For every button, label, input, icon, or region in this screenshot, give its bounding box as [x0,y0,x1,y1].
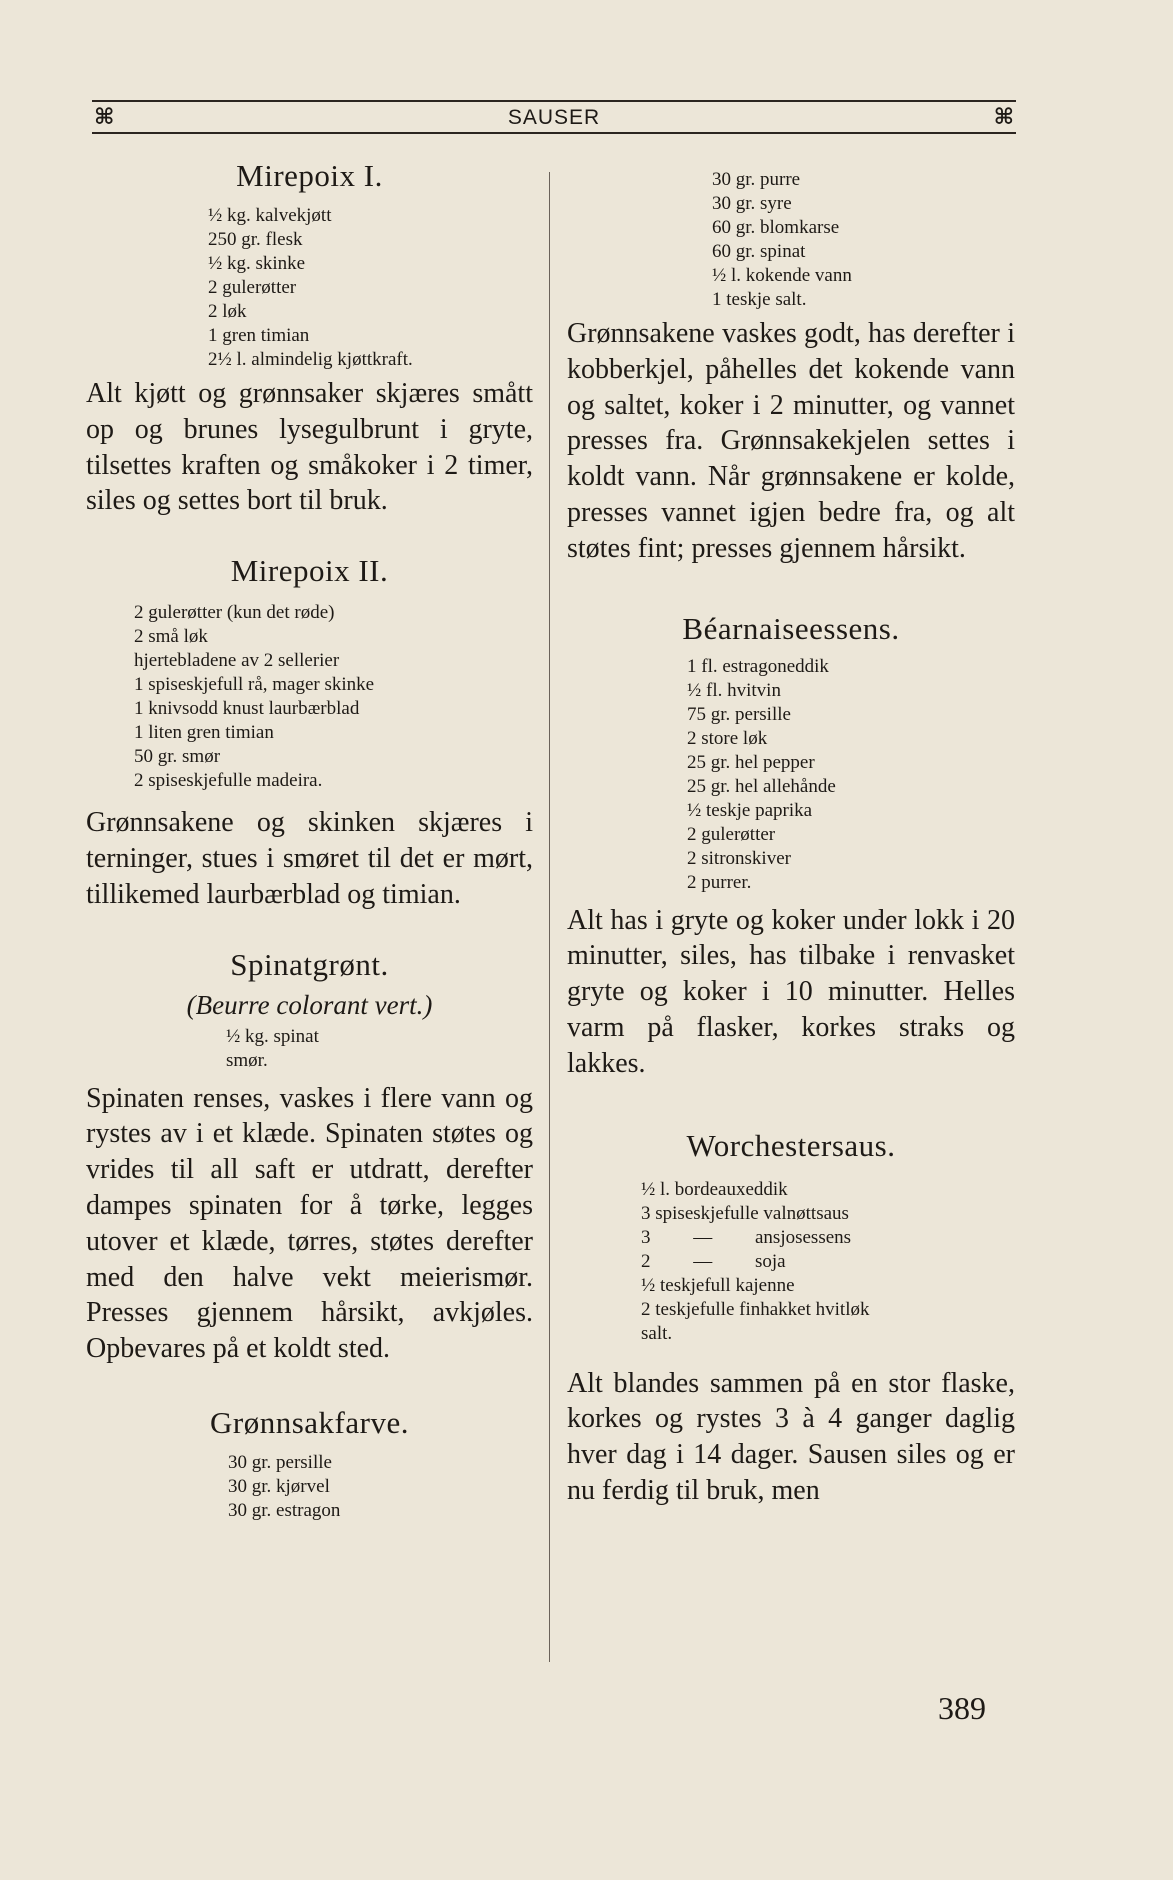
ingredient-item: 2 gulerøtter [687,823,776,845]
ingredient-item: hjertebladene av 2 sellerier [134,650,340,672]
ingredient-item: 2 gulerøtter (kun det røde) [134,602,335,624]
ingredient-item: 2 purrer. [687,871,752,893]
recipe-title-gronnsakfarve: Grønnsakfarve. [210,1404,409,1440]
header-bottom-rule [92,132,1016,134]
ingredient-item: 2 spiseskjefulle madeira. [134,770,323,792]
recipe-subtitle-spinatgront: (Beurre colorant vert.) [186,989,433,1020]
ingredient-item: ½ fl. hvitvin [687,679,781,701]
ingredient-item: 3 — ansjosessens [641,1226,852,1248]
ingredient-item: 2½ l. almindelig kjøttkraft. [208,349,413,370]
recipe-title-bearnaise: Béarnaiseessens. [682,610,900,646]
ingredient-item: 25 gr. hel allehånde [687,775,836,797]
ingredient-list-gronnsakfarve [86,1451,533,1523]
ingredient-list-gronnsakfarve-continued [567,168,1015,312]
ingredient-item: 2 små løk [134,626,208,648]
ingredient-item: ½ kg. kalvekjøtt [208,205,332,226]
ingredient-item: 1 spiseskjefull rå, mager skinke [134,674,375,696]
ingredient-item: 1 teskje salt. [712,289,807,310]
ingredient-item: 1 gren timian [208,325,310,346]
recipe-text-spinatgront: Spinaten renses, vaskes i flere vann og rystes av i et klæde. Spinaten støtes og vrides til all saft er utdratt, derefter dampes spinaten for å tørke, legges utover et klæde, tørres, støtes derefter med den halve vekt meierismør. Presses gjennem hårsikt, avkjøles. Opbevares på et koldt sted. [86,1082,533,1365]
ingredient-item: 2 løk [208,301,247,322]
ingredient-item: ½ teskje paprika [687,799,813,821]
page-number: 389 [938,1690,986,1726]
recipe-text-bearnaise: Alt has i gryte og koker under lokk i 20 minutter, siles, has tilbake i renvasket gryte og koker i 10 minutter. Helles varm på flasker, korkes straks og lakkes. [567,904,1015,1079]
recipe-text-worchester: Alt blandes sammen på en stor flaske, korkes og rystes 3 à 4 ganger daglig hver dag i 14 dager. Sausen siles og er nu ferdig til bruk, men [567,1367,1015,1506]
ingredient-item: 2 gulerøtter [208,277,297,298]
page-header [92,100,1016,134]
ingredient-item: ½ kg. spinat [226,1025,319,1047]
ingredient-item: ½ teskjefull kajenne [641,1274,795,1296]
ingredient-item: 2 teskjefulle finhakket hvitløk [641,1298,870,1320]
ingredient-list-worchester [567,1178,1015,1346]
ingredient-item: 60 gr. blomkarse [712,217,840,238]
ingredient-item: 30 gr. kjørvel [228,1475,330,1497]
recipe-title-spinatgront: Spinatgrønt. [230,946,389,982]
ingredient-item: 1 fl. estragoneddik [687,655,829,677]
ingredient-item: 25 gr. hel pepper [687,751,815,773]
recipe-title-mirepoix-1: Mirepoix I. [236,158,383,193]
recipe-text-mirepoix-2: Grønnsakene og skinken skjæres i terninger, stues i smøret til det er mørt, tillikemed laurbærblad og timian. [86,807,533,910]
ingredient-item: 2 — soja [641,1250,786,1272]
ingredient-item: 30 gr. purre [712,169,801,190]
recipe-title-mirepoix-2: Mirepoix II. [230,553,389,589]
ingredient-item: 30 gr. persille [228,1451,332,1473]
column-divider [549,172,550,1662]
ingredient-item: salt. [641,1322,673,1344]
ingredient-list-mirepoix-2 [86,601,533,793]
ingredient-item: 2 store løk [687,727,768,749]
ingredient-item: 250 gr. flesk [208,229,303,250]
recipe-text-gronnsakfarve: Grønnsakene vaskes godt, has derefter i kobberkjel, påhelles det kokende vann og saltet, koker i 2 minutter, og vannet presses fra. Grønnsakekjelen settes i koldt vann. Når grønnsakene er kolde, presses vannet igjen bedre fra, og alt støtes fint; presses gjennem hårsikt. [567,318,1015,564]
ingredient-item: 50 gr. smør [134,746,221,768]
header-ornament-left: ⌘ [94,104,115,129]
ingredient-item: ½ kg. skinke [208,253,306,274]
ingredient-list-bearnaise [567,655,1015,895]
running-title: SAUSER [507,106,601,129]
ingredient-item: 30 gr. syre [712,193,792,214]
ingredient-item: 75 gr. persille [687,703,791,725]
right-column [567,158,1015,1509]
ingredient-item: 60 gr. spinat [712,241,806,262]
ingredient-item: 2 sitronskiver [687,847,791,869]
left-column [86,158,533,1523]
recipe-text-mirepoix-1: Alt kjøtt og grønnsaker skjæres smått op og brunes lysegulbrunt i gryte, tilsettes kraften og småkoker i 2 timer, siles og settes bort til bruk. [86,378,533,517]
ingredient-item: ½ l. kokende vann [712,265,852,286]
ingredient-item: 30 gr. estragon [228,1499,341,1521]
ingredient-item: 1 knivsodd knust laurbærblad [134,698,360,720]
ingredient-item: smør. [226,1049,268,1071]
ingredient-item: ½ l. bordeauxeddik [641,1178,788,1200]
ingredient-list-mirepoix-1 [86,204,533,372]
ingredient-list-spinatgront [86,1025,533,1073]
ingredient-item: 1 liten gren timian [134,722,274,744]
header-top-rule [92,100,1016,102]
ingredient-item: 3 spiseskjefulle valnøttsaus [641,1202,849,1224]
header-ornament-right: ⌘ [993,104,1014,129]
recipe-title-worchester: Worchestersaus. [686,1127,896,1163]
